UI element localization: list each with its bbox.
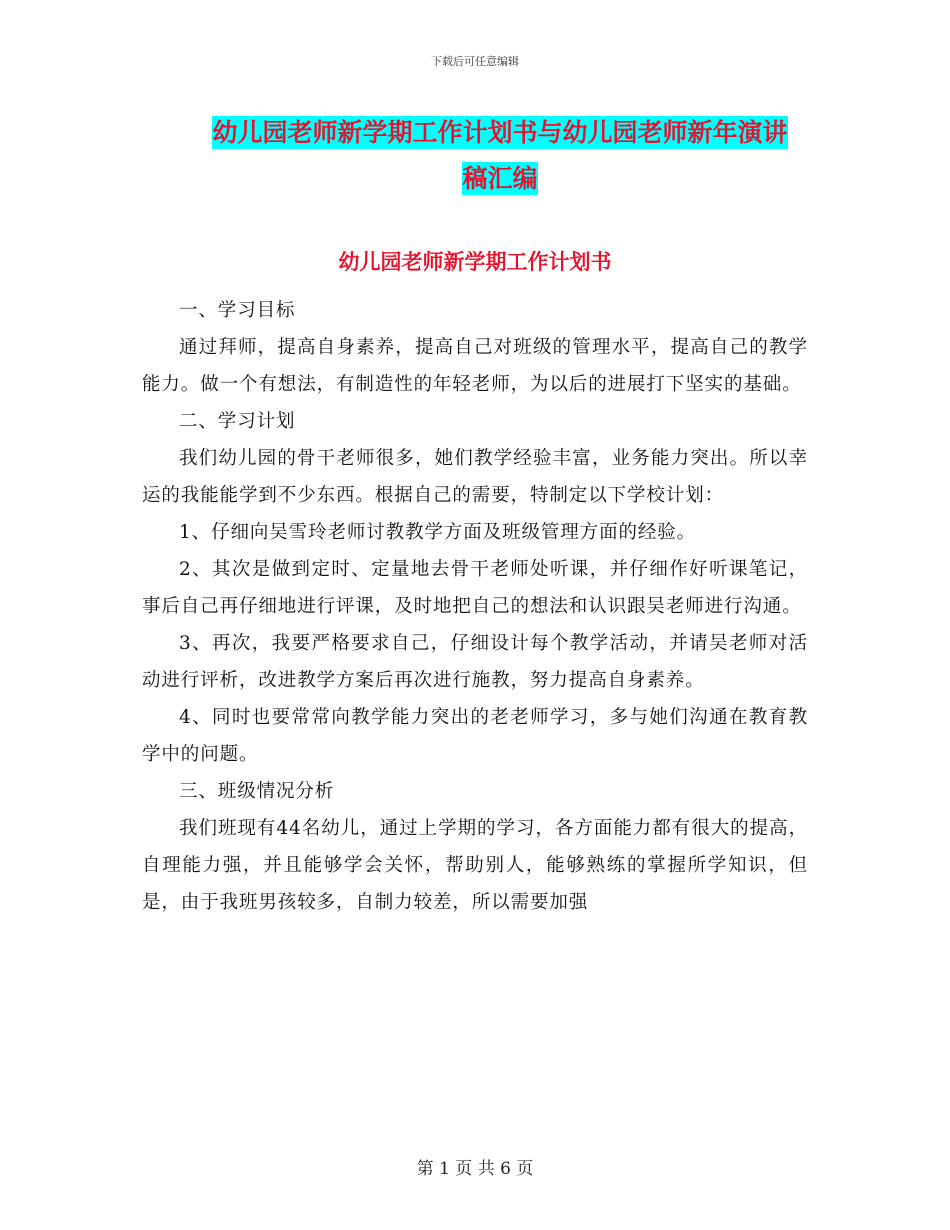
heading-class-analysis: 三、班级情况分析 bbox=[179, 781, 335, 802]
paragraph: 通过拜师，提高自身素养，提高自己对班级的管理水平，提高自己的教学能力。做一个有想法，有制造性的年轻老师，为以后的进展打下坚实的基础。 bbox=[142, 337, 808, 395]
list-item: 4、同时也要常常向教学能力突出的老老师学习，多与她们沟通在教育教学中的问题。 bbox=[142, 707, 808, 765]
section-title: 幼儿园老师新学期工作计划书 bbox=[338, 250, 612, 274]
paragraph: 我们班现有44名幼儿，通过上学期的学习，各方面能力都有很大的提高，自理能力强，并且能够学会关怀，帮助别人，能够熟练的掌握所学知识，但是，由于我班男孩较多，自制力较差，所以需要加强 bbox=[142, 818, 808, 913]
page-number: 第 1 页 共 6 页 bbox=[416, 1159, 534, 1179]
document-title-line-2: 稿汇编 bbox=[462, 164, 538, 193]
heading-learning-goals: 一、学习目标 bbox=[179, 300, 296, 321]
document-body bbox=[142, 292, 808, 921]
header-note: 下载后可任意编辑 bbox=[431, 55, 519, 68]
list-item: 3、再次，我要严格要求自己，仔细设计每个教学活动，并请吴老师对活动进行评析，改进教学方案后再次进行施教，努力提高自身素养。 bbox=[142, 633, 808, 691]
document-title bbox=[190, 110, 810, 202]
document-title-line-1: 幼儿园老师新学期工作计划书与幼儿园老师新年演讲 bbox=[212, 118, 788, 147]
heading-learning-plan: 二、学习计划 bbox=[179, 411, 296, 432]
list-item: 1、仔细向吴雪玲老师讨教教学方面及班级管理方面的经验。 bbox=[179, 522, 697, 543]
list-item: 2、其次是做到定时、定量地去骨干老师处听课，并仔细作好听课笔记，事后自己再仔细地进行评课，及时地把自己的想法和认识跟吴老师进行沟通。 bbox=[142, 559, 808, 617]
paragraph: 我们幼儿园的骨干老师很多，她们教学经验丰富，业务能力突出。所以幸运的我能能学到不少东西。根据自己的需要，特制定以下学校计划： bbox=[142, 448, 808, 506]
